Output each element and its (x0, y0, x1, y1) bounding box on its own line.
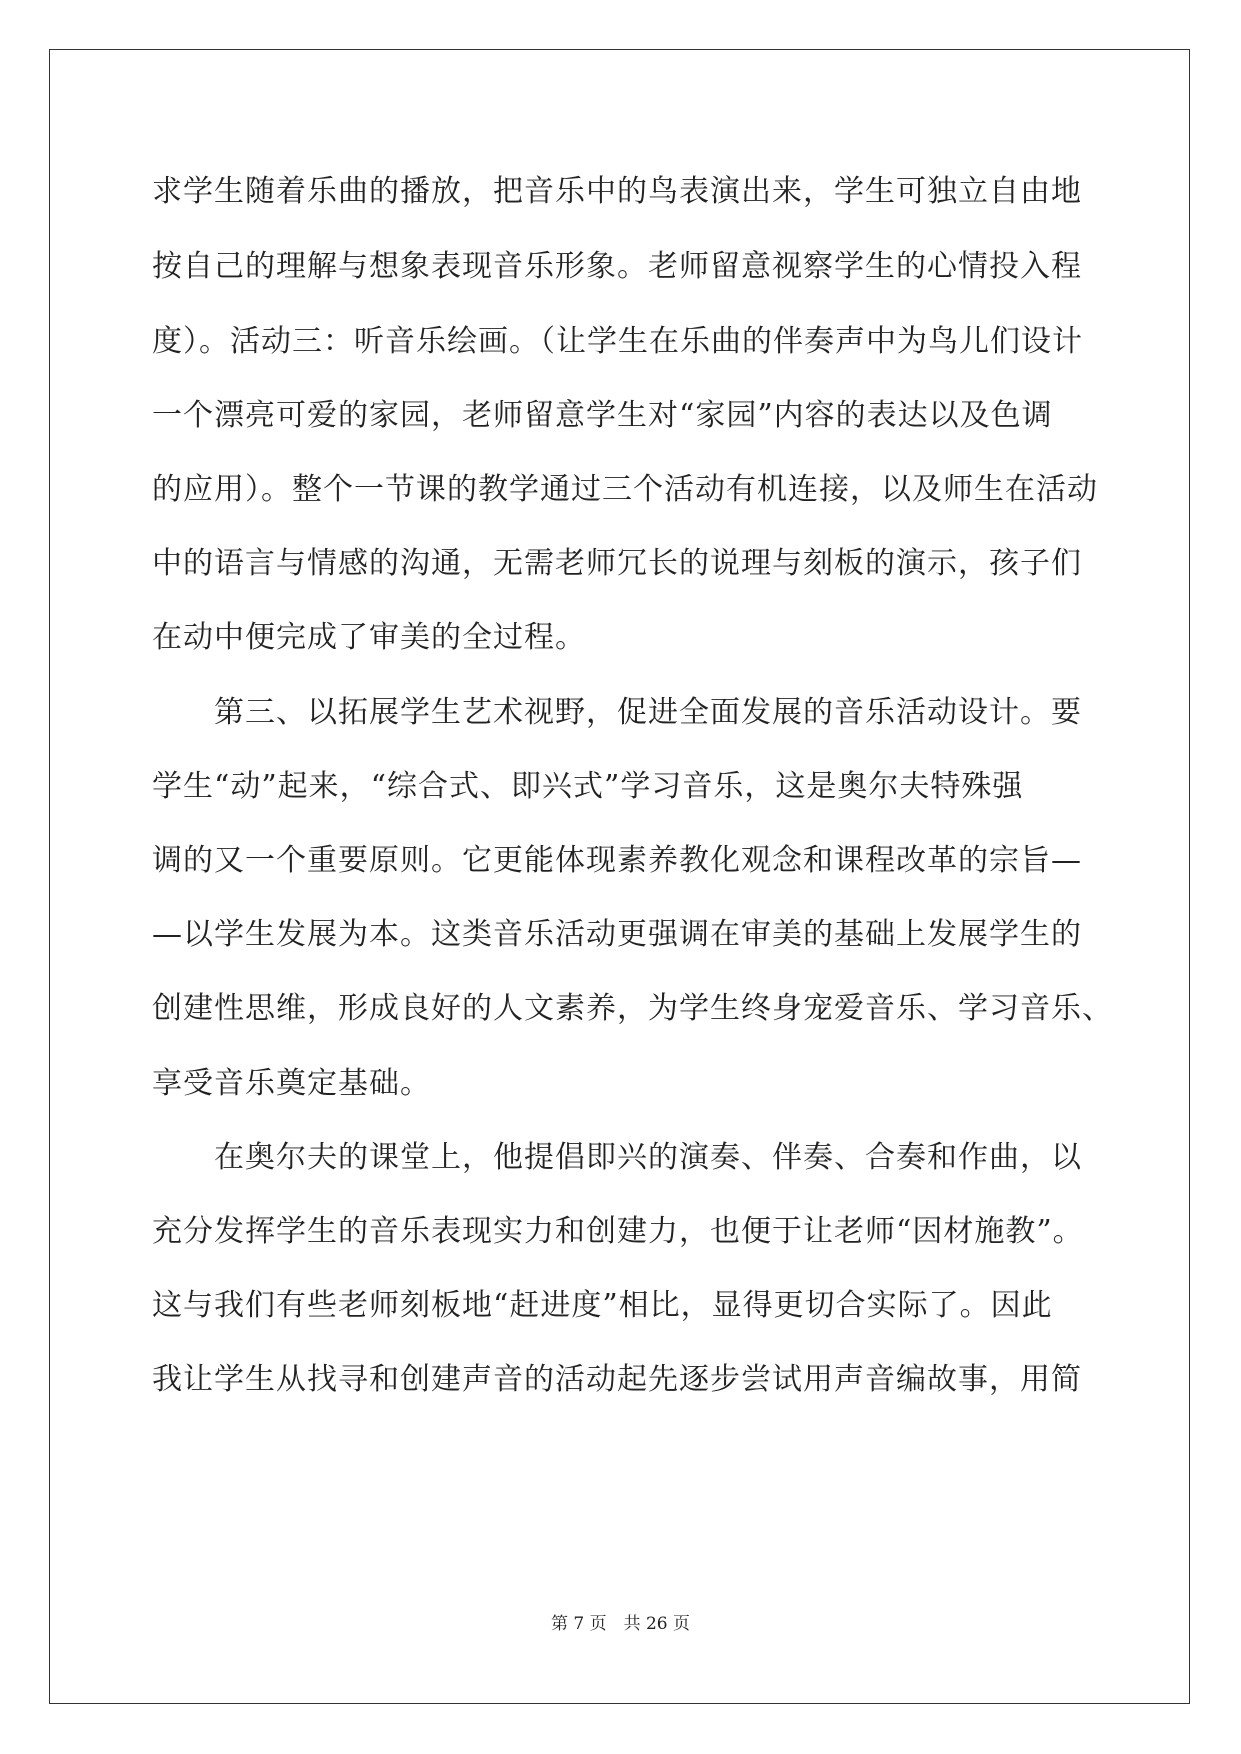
text-line-15: 充分发挥学生的音乐表现实力和创建力，也便于让老师“因材施教”。 (152, 1214, 1084, 1249)
text-line-16: 这与我们有些老师刻板地“赶进度”相比，显得更切合实际了。因此 (152, 1288, 1053, 1323)
text-line-6: 中的语言与情感的沟通，无需老师冗长的说理与刻板的演示，孩子们 (152, 546, 1082, 581)
text-line-17: 我让学生从找寻和创建声音的活动起先逐步尝试用声音编故事，用简 (152, 1362, 1082, 1397)
text-line-14: 在奥尔夫的课堂上，他提倡即兴的演奏、伴奏、合奏和作曲，以 (214, 1140, 1082, 1175)
text-line-4: 一个漂亮可爱的家园，老师留意学生对“家园”内容的表达以及色调 (152, 398, 1053, 433)
text-line-12: 创建性思维，形成良好的人文素养，为学生终身宠爱音乐、学习音乐、 (152, 991, 1113, 1026)
text-line-3: 度）。活动三：听音乐绘画。（让学生在乐曲的伴奏声中为鸟儿们设计 (152, 324, 1083, 359)
text-line-11: —以学生发展为本。这类音乐活动更强调在审美的基础上发展学生的 (152, 917, 1082, 952)
text-line-8: 第三、以拓展学生艺术视野，促进全面发展的音乐活动设计。要 (214, 695, 1082, 730)
text-line-1: 求学生随着乐曲的播放，把音乐中的鸟表演出来，学生可独立自由地 (152, 174, 1082, 209)
text-line-9: 学生“动”起来，“综合式、即兴式”学习音乐，这是奥尔夫特殊强 (152, 769, 1024, 804)
page-number-footer: 第 7 页 共 26 页 (550, 1614, 691, 1634)
text-line-10: 调的又一个重要原则。它更能体现素养教化观念和课程改革的宗旨— (152, 843, 1082, 878)
text-line-13: 享受音乐奠定基础。 (152, 1066, 431, 1101)
text-line-2: 按自己的理解与想象表现音乐形象。老师留意视察学生的心情投入程 (152, 249, 1082, 284)
text-line-5: 的应用）。整个一节课的教学通过三个活动有机连接，以及师生在活动 (152, 472, 1098, 507)
text-line-7: 在动中便完成了审美的全过程。 (152, 620, 586, 655)
